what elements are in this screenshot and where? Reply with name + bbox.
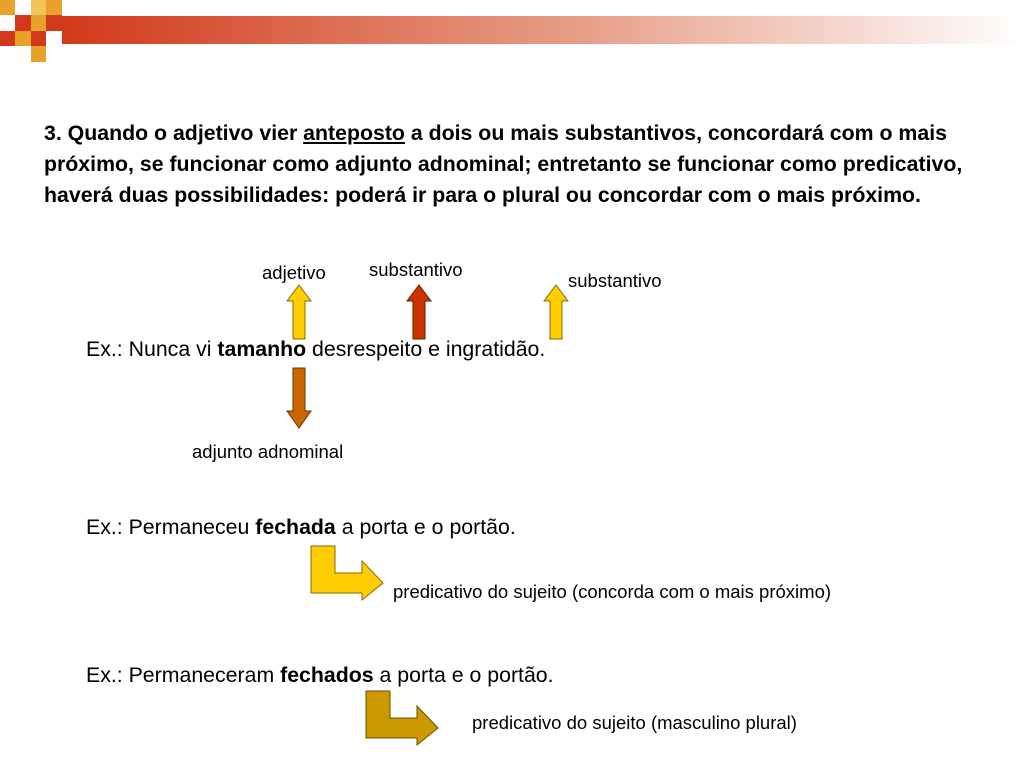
example-3	[86, 663, 554, 688]
bent-arrow-icon-2	[365, 690, 440, 746]
header-decoration	[0, 0, 1024, 62]
example-2-bold: fechada	[255, 515, 336, 539]
example-1-bold: tamanho	[217, 337, 307, 361]
bent-arrow-icon-1	[310, 545, 385, 601]
label-predicativo-2: predicativo do sujeito (masculino plural)	[472, 712, 797, 733]
example-2	[86, 515, 516, 540]
rule-text	[44, 118, 994, 211]
example-3-prefix: Ex.: Permaneceram	[86, 663, 281, 687]
up-arrow-icon-adjetivo	[286, 284, 312, 340]
label-adjetivo: adjetivo	[262, 262, 326, 283]
label-predicativo-1: predicativo do sujeito (concorda com o mais próximo)	[393, 581, 832, 602]
example-1-prefix: Ex.: Nunca vi	[86, 337, 218, 361]
example-2-prefix: Ex.: Permaneceu	[86, 515, 256, 539]
example-3-bold: fechados	[280, 663, 374, 687]
example-1-suffix: desrespeito e ingratidão.	[306, 337, 546, 361]
up-arrow-icon-substantivo-1	[406, 284, 432, 340]
down-arrow-icon	[286, 367, 312, 429]
example-2-suffix: a porta e o portão.	[335, 515, 516, 539]
label-substantivo-1: substantivo	[369, 259, 463, 280]
rule-text-part1: 3. Quando o adjetivo vier	[44, 121, 304, 145]
label-substantivo-2: substantivo	[568, 270, 662, 291]
example-3-suffix: a porta e o portão.	[373, 663, 554, 687]
rule-text-underlined: anteposto	[303, 121, 405, 145]
label-adjunto-adnominal: adjunto adnominal	[192, 441, 344, 462]
up-arrow-icon-substantivo-2	[543, 284, 569, 340]
example-1	[86, 337, 545, 362]
rule-text-part2: a dois ou mais substantivos, concordará com o mais próximo, se funcionar como adjunto adnominal; entretanto se funcionar como predicativo, haverá duas possibilidades: poderá ir para o plural ou concordar com o mais próximo.	[44, 121, 963, 207]
